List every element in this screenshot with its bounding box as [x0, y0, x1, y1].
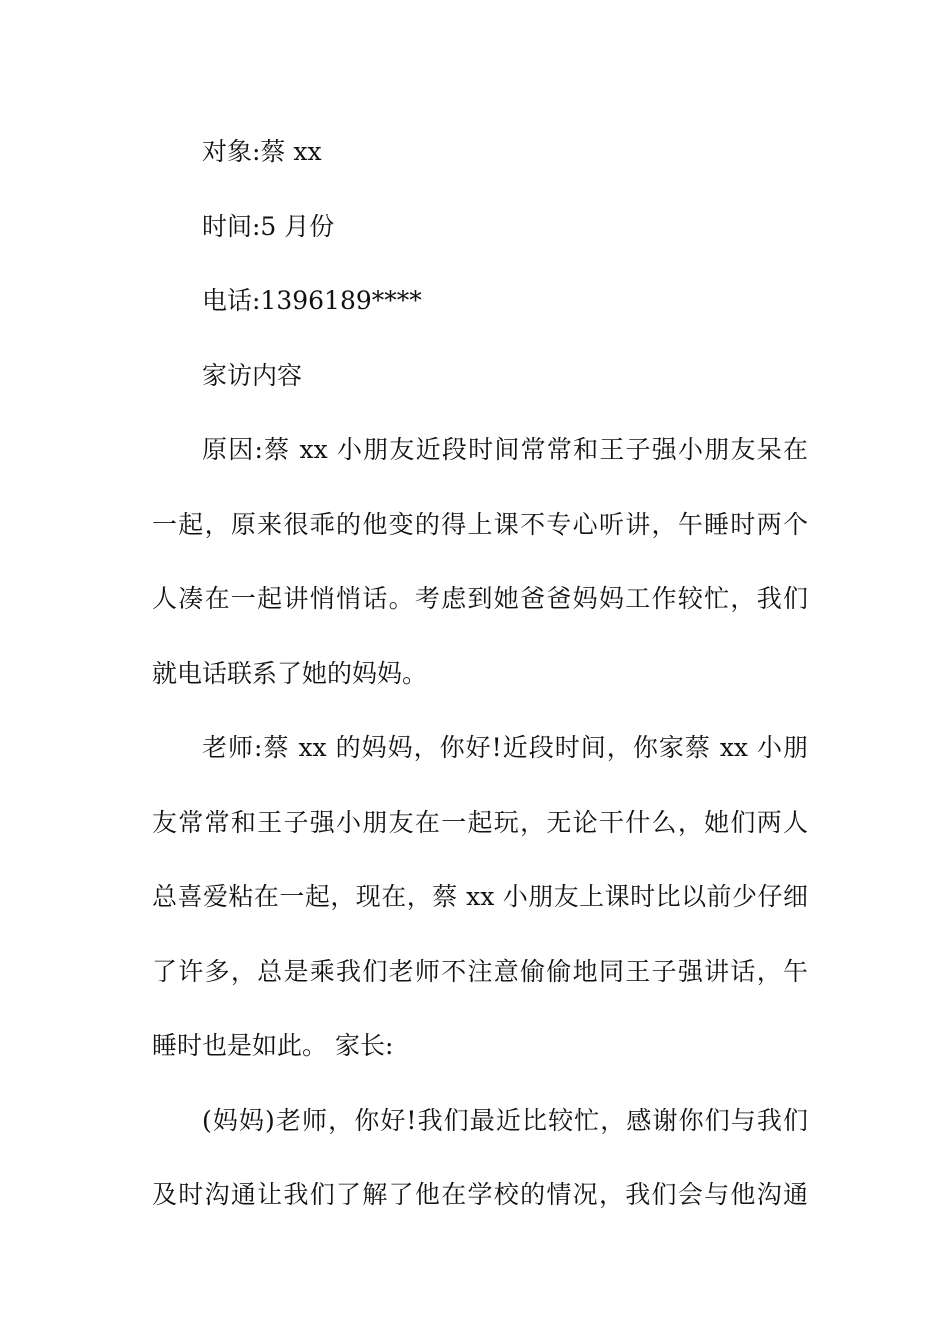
time-field: 时间:5 月份 — [202, 211, 335, 241]
document-body — [152, 115, 808, 1233]
paragraph-line: (妈妈)老师，你好!我们最近比较忙，感谢你们与我们 — [202, 1105, 808, 1135]
paragraph-line: 友常常和王子强小朋友在一起玩，无论干什么，她们两人 — [152, 807, 808, 837]
paragraph-line: 原因:蔡 xx 小朋友近段时间常常和王子强小朋友呆在 — [202, 435, 808, 464]
paragraph-line: 就电话联系了她的妈妈。 — [152, 658, 428, 688]
paragraph-line: 及时沟通让我们了解了他在学校的情况，我们会与他沟通 — [152, 1180, 808, 1209]
paragraph-line: 总喜爱粘在一起，现在，蔡 xx 小朋友上课时比以前少仔细 — [152, 882, 808, 911]
paragraph-line: 老师:蔡 xx 的妈妈，你好!近段时间，你家蔡 xx 小朋 — [202, 733, 808, 762]
subject-field: 对象:蔡 xx — [202, 137, 322, 166]
paragraph-parent — [152, 1084, 808, 1233]
paragraph-line: 一起，原来很乖的他变的得上课不专心听讲，午睡时两个 — [152, 509, 808, 539]
paragraph-reason — [152, 413, 808, 711]
paragraph-line: 人凑在一起讲悄悄话。考虑到她爸爸妈妈工作较忙，我们 — [152, 584, 808, 613]
paragraph-line: 了许多，总是乘我们老师不注意偷偷地同王子强讲话，午 — [152, 956, 808, 986]
section-title: 家访内容 — [202, 360, 303, 390]
paragraph-teacher — [152, 711, 808, 1084]
paragraph-line: 睡时也是如此。 家长: — [152, 1031, 394, 1060]
phone-field: 电话:1396189**** — [202, 286, 422, 315]
